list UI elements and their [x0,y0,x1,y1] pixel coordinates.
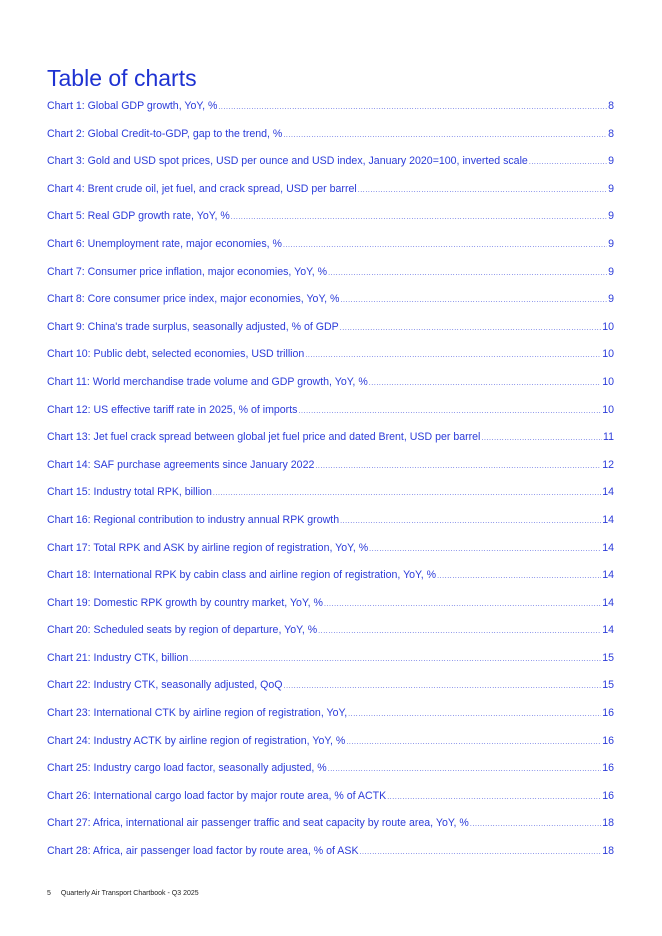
dot-leader [328,763,601,777]
toc-entry-label[interactable]: Chart 15: Industry total RPK, billion [47,486,212,499]
footer-page-number: 5 [47,890,51,897]
toc-entry-chart-15[interactable] [47,485,614,513]
dot-leader [213,487,601,501]
toc-entry-label[interactable]: Chart 26: International cargo load factor by major route area, % of ACTK [47,789,387,802]
toc-entry-label[interactable]: Chart 18: International RPK by cabin class and airline region of registration, YoY, % [47,569,437,582]
toc-entry-page-number[interactable]: 9 [608,182,614,195]
toc-entry-chart-13[interactable] [47,430,614,458]
toc-entry-page-number[interactable]: 18 [602,845,614,858]
dot-leader [298,405,601,419]
toc-entry-page-number[interactable]: 9 [608,210,614,223]
toc-entry-page-number[interactable]: 18 [602,817,614,830]
toc-entry-chart-23[interactable] [47,706,614,734]
toc-entry-page-number[interactable]: 9 [608,155,614,168]
toc-entry-page-number[interactable]: 10 [602,348,614,361]
toc-entry-label[interactable]: Chart 23: International CTK by airline region of registration, YoY, [47,707,348,720]
toc-entry-page-number[interactable]: 8 [608,127,614,140]
toc-entry-label[interactable]: Chart 16: Regional contribution to industry annual RPK growth [47,513,340,526]
toc-entry-page-number[interactable]: 11 [603,431,614,444]
toc-entry-label[interactable]: Chart 7: Consumer price inflation, major economies, YoY, % [47,265,328,278]
toc-entry-page-number[interactable]: 14 [602,486,614,499]
dot-leader [529,156,607,170]
footer-publication-title: Quarterly Air Transport Chartbook - Q3 2025 [60,890,199,897]
toc-entry-page-number[interactable]: 16 [602,762,614,775]
toc-entry-page-number[interactable]: 14 [602,624,614,637]
dot-leader [231,211,607,225]
toc-entry-chart-17[interactable] [47,541,614,569]
toc-entry-chart-28[interactable] [47,844,614,872]
toc-entry-page-number[interactable]: 14 [602,569,614,582]
toc-entry-chart-27[interactable] [47,816,614,844]
toc-entry-label[interactable]: Chart 2: Global Credit-to-GDP, gap to the trend, % [47,127,283,140]
toc-entry-chart-3[interactable] [47,154,614,182]
dot-leader [340,515,601,529]
dot-leader [305,349,601,363]
toc-entry-chart-8[interactable] [47,292,614,320]
toc-entry-page-number[interactable]: 10 [602,375,614,388]
toc-entry-label[interactable]: Chart 22: Industry CTK, seasonally adjusted, QoQ [47,679,283,692]
toc-entry-chart-5[interactable] [47,209,614,237]
dot-leader [387,791,601,805]
toc-entry-chart-10[interactable] [47,347,614,375]
toc-entry-chart-16[interactable] [47,513,614,541]
toc-entry-label[interactable]: Chart 9: China's trade surplus, seasonally adjusted, % of GDP [47,320,339,333]
dot-leader [284,680,602,694]
toc-entry-label[interactable]: Chart 6: Unemployment rate, major economies, % [47,237,282,250]
toc-entry-label[interactable]: Chart 20: Scheduled seats by region of departure, YoY, % [47,624,318,637]
toc-entry-page-number[interactable]: 10 [602,320,614,333]
toc-entry-label[interactable]: Chart 19: Domestic RPK growth by country market, YoY, % [47,596,323,609]
toc-entry-chart-20[interactable] [47,623,614,651]
toc-entry-page-number[interactable]: 16 [602,789,614,802]
toc-entry-page-number[interactable]: 14 [602,596,614,609]
toc-entry-label[interactable]: Chart 10: Public debt, selected economies, USD trillion [47,348,305,361]
dot-leader [189,653,601,667]
dot-leader [324,598,601,612]
page-footer [47,890,199,897]
toc-entry-chart-11[interactable] [47,375,614,403]
dot-leader [283,129,607,143]
dot-leader [369,377,601,391]
dot-leader [346,736,601,750]
toc-entry-chart-26[interactable] [47,789,614,817]
dot-leader [348,708,601,722]
dot-leader [283,239,607,253]
dot-leader [328,267,607,281]
dot-leader [437,570,601,584]
toc-entry-label[interactable]: Chart 12: US effective tariff rate in 2025, % of imports [47,403,298,416]
toc-entry-chart-1[interactable] [47,99,614,127]
toc-entry-label[interactable]: Chart 11: World merchandise trade volume and GDP growth, YoY, % [47,375,368,388]
toc-entry-page-number[interactable]: 16 [602,707,614,720]
toc-entry-chart-19[interactable] [47,596,614,624]
toc-entry-label[interactable]: Chart 4: Brent crude oil, jet fuel, and crack spread, USD per barrel [47,182,357,195]
dot-leader [369,543,601,557]
toc-entry-chart-24[interactable] [47,734,614,762]
toc-entry-label[interactable]: Chart 8: Core consumer price index, major economies, YoY, % [47,293,340,306]
toc-entry-page-number[interactable]: 12 [602,458,614,471]
toc-entry-page-number[interactable]: 8 [608,100,614,112]
toc-entry-chart-9[interactable] [47,320,614,348]
toc-entry-page-number[interactable]: 14 [602,541,614,554]
toc-entry-label[interactable]: Chart 28: Africa, air passenger load factor by route area, % of ASK [47,845,359,858]
toc-entry-chart-4[interactable] [47,182,614,210]
toc-entry-chart-14[interactable] [47,458,614,486]
toc-entry-page-number[interactable]: 14 [602,513,614,526]
dot-leader [340,322,601,336]
page-title: Table of charts [47,65,197,91]
toc-entry-chart-18[interactable] [47,568,614,596]
toc-entry-label[interactable]: Chart 27: Africa, international air passenger traffic and seat capacity by route area, YoY, % [47,817,469,830]
toc-entry-chart-25[interactable] [47,761,614,789]
toc-entry-page-number[interactable]: 9 [608,265,614,278]
toc-entry-label[interactable]: Chart 13: Jet fuel crack spread between global jet fuel price and dated Brent, USD per barrel [47,431,481,444]
dot-leader [470,818,601,832]
toc-entry-chart-22[interactable] [47,678,614,706]
toc-entry-label[interactable]: Chart 24: Industry ACTK by airline region of registration, YoY, % [47,734,346,747]
dot-leader [360,846,602,860]
toc-entry-chart-6[interactable] [47,237,614,265]
dot-leader [481,432,602,446]
toc-entry-page-number[interactable]: 9 [608,293,614,306]
toc-entry-chart-2[interactable] [47,127,614,155]
toc-entry-label[interactable]: Chart 14: SAF purchase agreements since January 2022 [47,458,315,471]
toc-entry-page-number[interactable]: 15 [602,651,614,664]
toc-entry-page-number[interactable]: 9 [608,237,614,250]
toc-entry-label[interactable]: Chart 25: Industry cargo load factor, seasonally adjusted, % [47,762,327,775]
toc-entry-chart-7[interactable] [47,265,614,293]
toc-entry-label[interactable]: Chart 3: Gold and USD spot prices, USD per ounce and USD index, January 2020=100, inverted scale [47,155,528,168]
toc-entry-chart-21[interactable] [47,651,614,679]
dot-leader [218,101,607,115]
toc-entry-label[interactable]: Chart 5: Real GDP growth rate, YoY, % [47,210,230,223]
toc-entry-page-number[interactable]: 16 [602,734,614,747]
toc-entry-label[interactable]: Chart 21: Industry CTK, billion [47,651,189,664]
dot-leader [318,625,601,639]
toc-entry-label[interactable]: Chart 17: Total RPK and ASK by airline region of registration, YoY, % [47,541,369,554]
dot-leader [315,460,601,474]
dot-leader [340,294,607,308]
toc-entry-page-number[interactable]: 15 [602,679,614,692]
dot-leader [358,184,607,198]
toc-entry-page-number[interactable]: 10 [602,403,614,416]
toc-entry-label[interactable]: Chart 1: Global GDP growth, YoY, % [47,100,218,112]
table-of-charts-list [47,99,614,872]
toc-entry-chart-12[interactable] [47,403,614,431]
